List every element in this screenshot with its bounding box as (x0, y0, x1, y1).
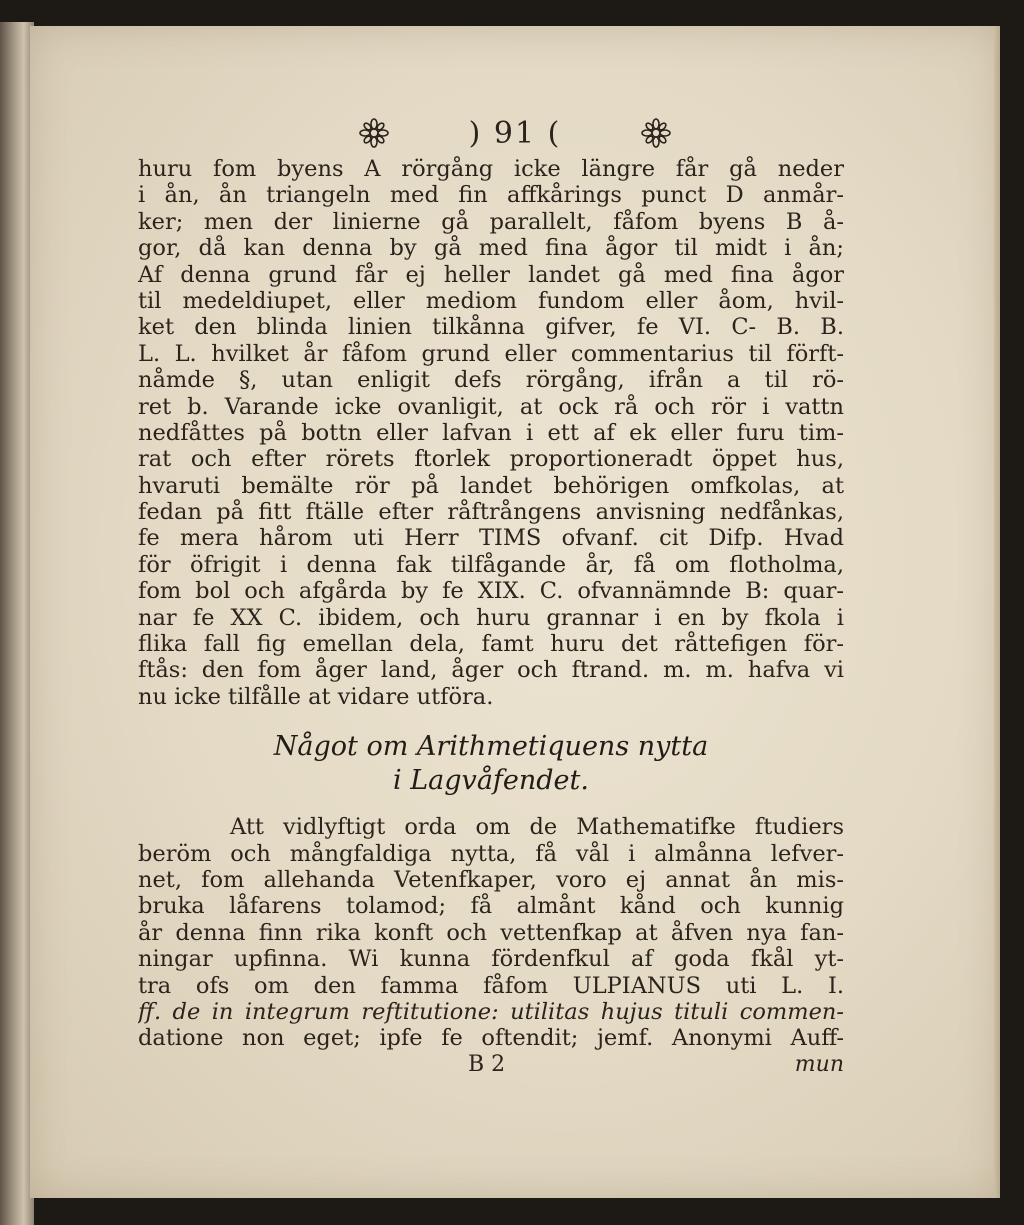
rosette-ornament-icon (641, 118, 671, 148)
text-line: rat och efter rörets ftorlek proportioneradt öppet hus, (138, 446, 844, 473)
text-line: tra ofs om den famma fåfom ULPIANUS uti L. I. (138, 972, 844, 999)
paragraph (138, 156, 844, 710)
text-line: nu icke tilfålle at vidare utföra. (138, 683, 494, 710)
book-spine (0, 22, 34, 1225)
body-text (138, 156, 844, 1078)
text-line: nåmde §, utan enligit defs rörgång, ifrån a til rö- (138, 367, 844, 394)
text-line: fom bol och afgårda by fe XIX. C. ofvannämnde B: quar- (138, 578, 844, 605)
text-line: fedan på fitt ftälle efter råftrångens anvisning nedfånkas, (138, 499, 844, 526)
text-line: ker; men der linierne gå parallelt, fåfom byens B å- (138, 208, 844, 235)
text-line: ningar upfinna. Wi kunna fördenfkul af goda fkål yt- (138, 946, 844, 973)
text-line: hvaruti bemälte rör på landet behörigen omfkolas, at (138, 472, 844, 499)
page-number: ) 91 ( (468, 115, 562, 151)
page-header (30, 114, 1000, 154)
text-line: net, fom allehanda Vetenfkaper, voro ej annat ån mis- (138, 866, 844, 893)
text-line: Att vidlyftigt orda om de Mathematifke ftudiers (230, 814, 844, 841)
text-line: gor, då kan denna by gå med fina ågor til midt i ån; (138, 235, 844, 262)
signature-mark: B 2 (468, 1051, 506, 1077)
text-line: flika fall fig emellan dela, famt huru det råttefigen för- (138, 631, 844, 658)
text-line: huru fom byens A rörgång icke längre får gå neder (138, 156, 844, 182)
page-edge (994, 26, 1000, 1198)
book-page (30, 26, 1000, 1198)
section-heading-continued: i Lagvåfendet. (393, 765, 589, 797)
text-line: ftås: den fom åger land, åger och ftrand. m. m. hafva vi (138, 657, 844, 684)
text-line: ret b. Varande icke ovanligit, at ock rå och rör i vattn (138, 393, 844, 420)
text-line: nar fe XX C. ibidem, och huru grannar i en by fkola i (138, 604, 844, 631)
text-line: nedfåttes på bottn eller lafvan i ett af ek eller furu tim- (138, 419, 844, 446)
catchword: mun (794, 1051, 844, 1077)
text-line: i ån, ån triangeln med fin affkårings punct D anmår- (138, 182, 844, 209)
rosette-ornament-icon (359, 118, 389, 148)
text-line: ff. de in integrum reftitutione: utilitas hujus tituli commen- (138, 998, 844, 1025)
page-footer (138, 1052, 844, 1078)
text-line: beröm och mångfaldiga nytta, få vål i almånna lefver- (138, 840, 844, 867)
text-line: för öfrigit i denna fak tilfågande år, få om flotholma, (138, 551, 844, 578)
text-line: fe mera hårom uti Herr TIMS ofvanf. cit Difp. Hvad (138, 525, 844, 552)
paragraph (138, 814, 844, 1052)
text-line: ket den blinda linien tilkånna gifver, fe VI. C- B. B. (138, 314, 844, 341)
section-heading: Något om Arithmetiquens nytta (273, 731, 709, 763)
text-line: datione non eget; ipfe fe oftendit; jemf. Anonymi Auff- (138, 1025, 844, 1052)
text-line: L. L. hvilket år fåfom grund eller commentarius til förft- (138, 340, 844, 367)
text-line: år denna finn rika konft och vettenfkap at åfven nya fan- (138, 919, 844, 946)
text-line: bruka låfarens tolamod; få almånt kånd och kunnig (138, 893, 844, 920)
text-line: til medeldiupet, eller mediom fundom eller åom, hvil- (138, 287, 844, 314)
text-line: Af denna grund får ej heller landet gå med fina ågor (138, 261, 844, 288)
